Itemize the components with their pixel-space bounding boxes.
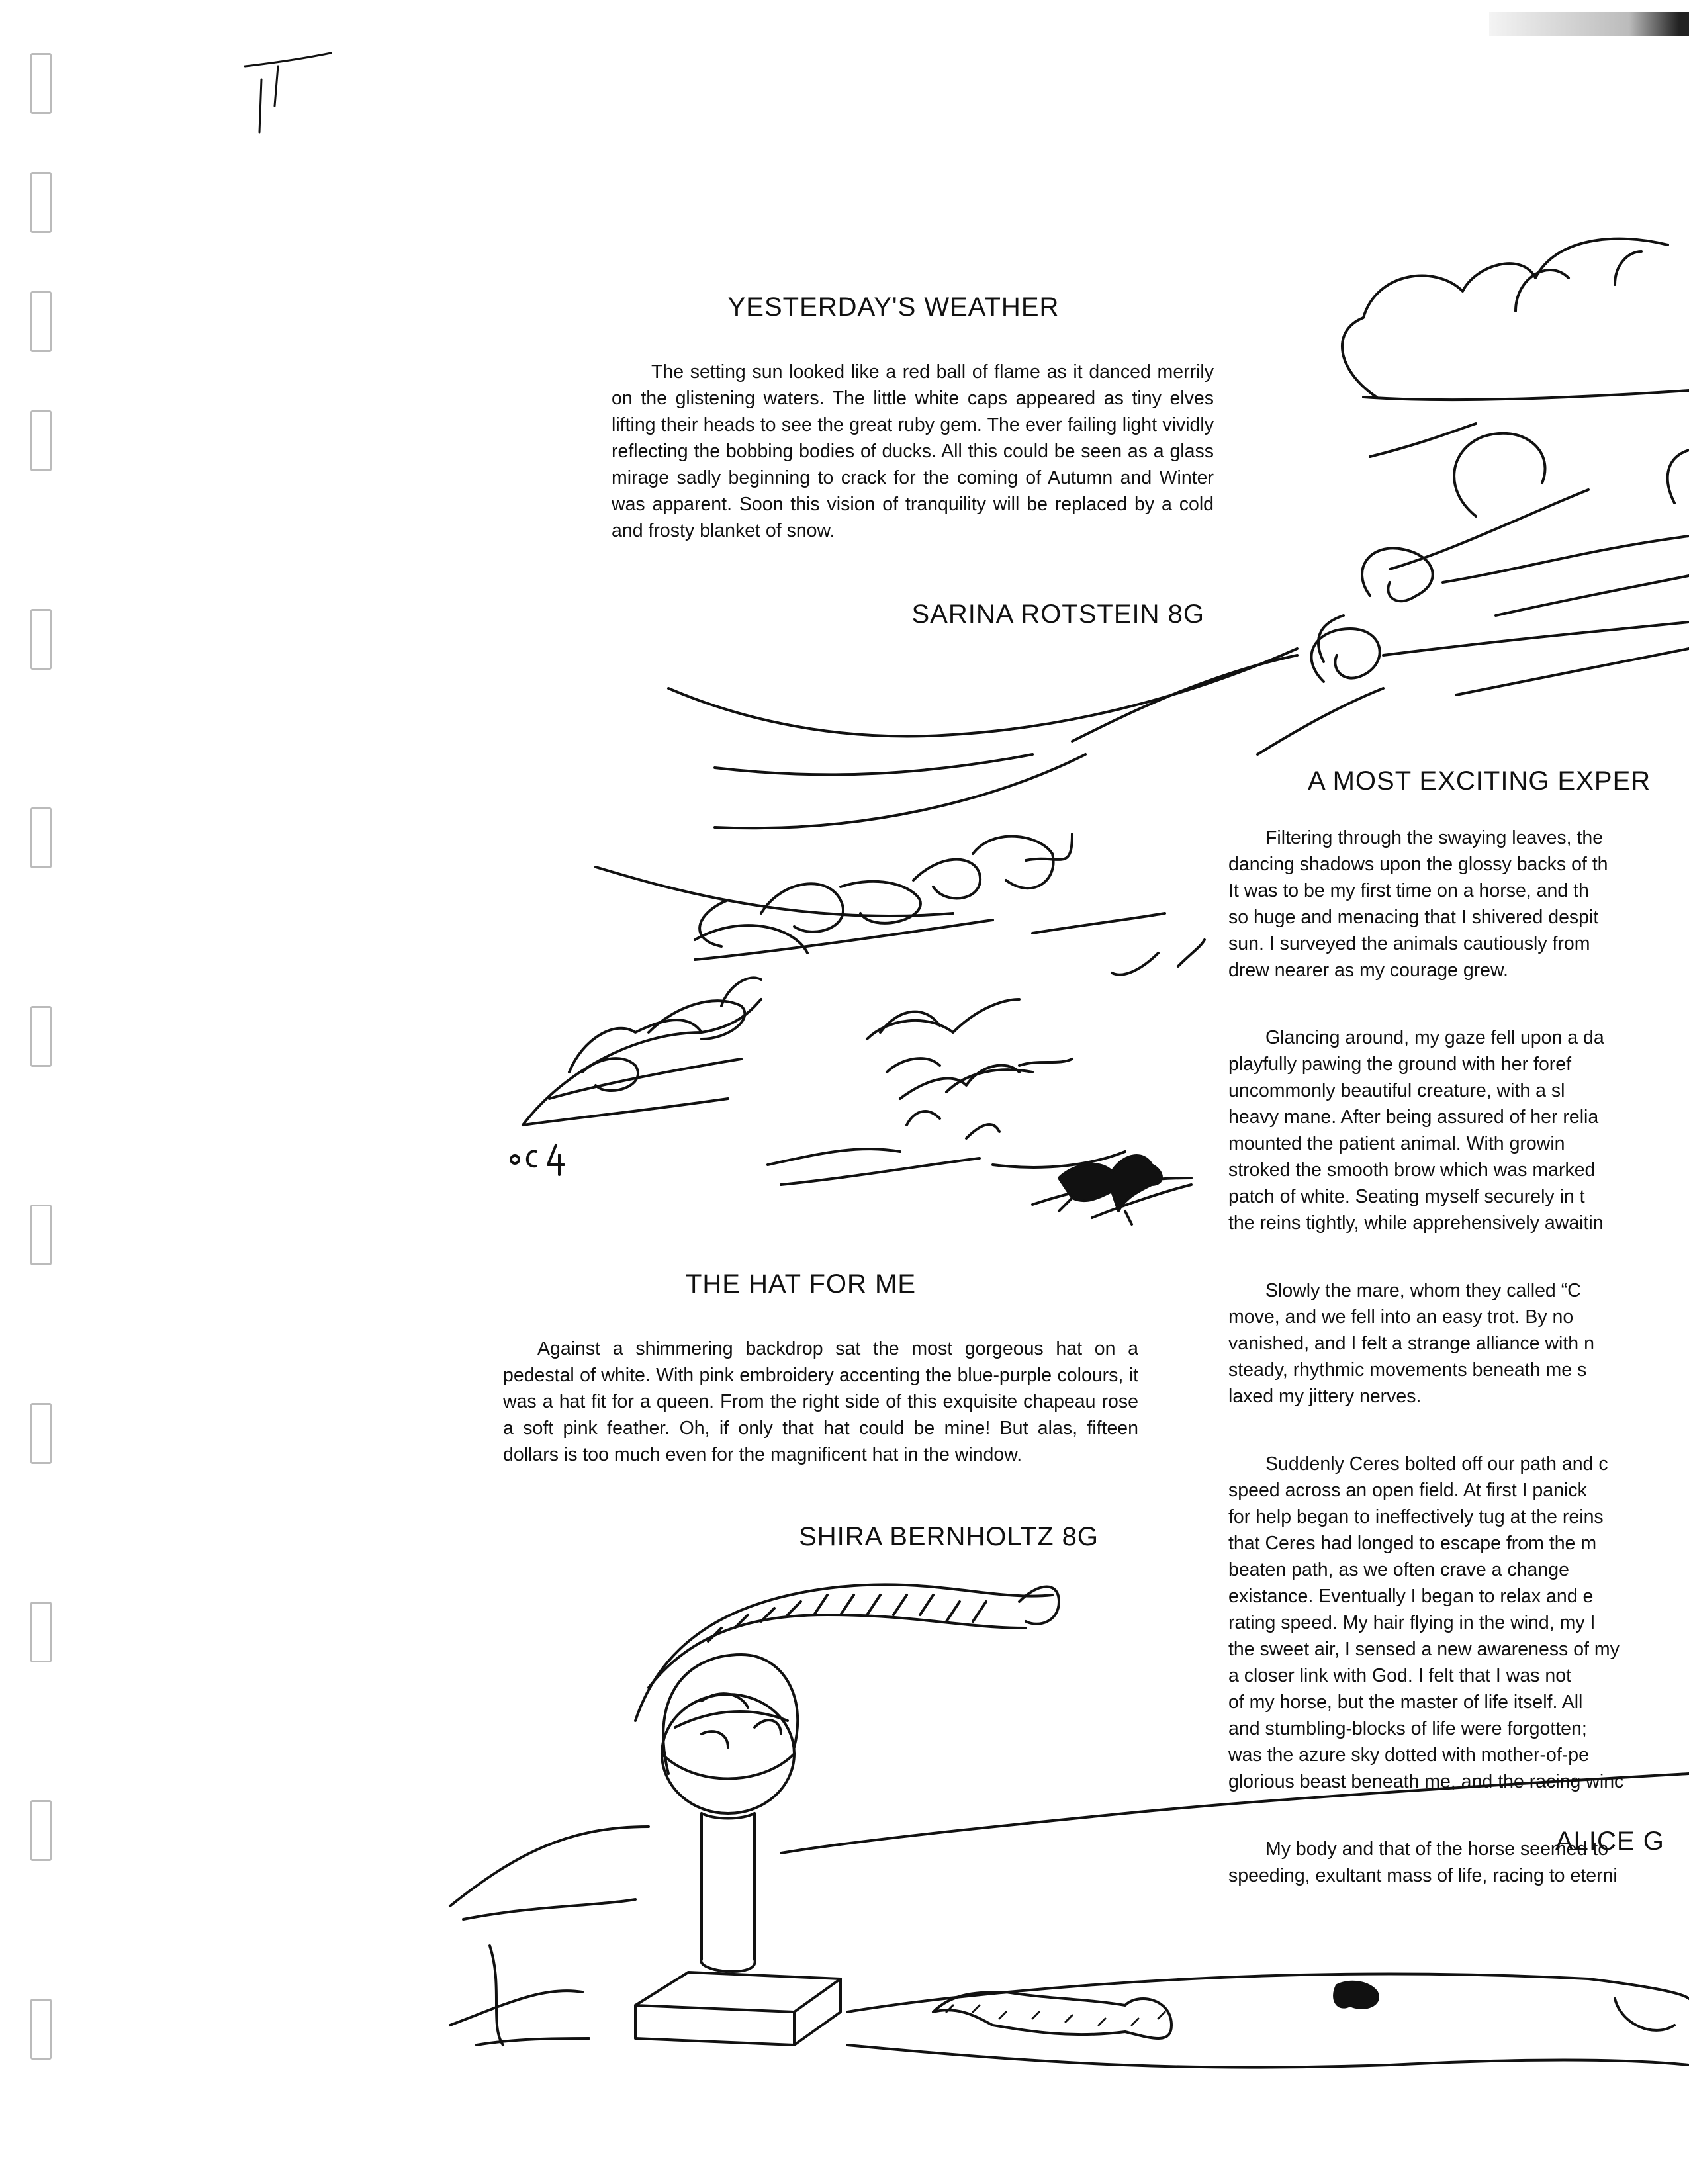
- text-line: mounted the patient animal. With growin: [1228, 1133, 1565, 1154]
- hat-on-pedestal-drawing: [635, 1584, 1059, 2045]
- pen-scratch: [275, 66, 278, 106]
- text-line: It was to be my first time on a horse, and th: [1228, 880, 1589, 901]
- yesterdays-weather-text: The setting sun looked like a red ball of flame as it danced merrily on the glistening waters. The little white caps appeared as tiny elves lifting their heads to see the great ruby gem. The ever failing light vividly reflecting the bobbing bodies of ducks. All this could be seen as a glass mirage sadly beginning to crack for the coming of Autumn and Winter was apparent. Soon this vision of tranquility will be replaced by a cold and frosty blanket of snow.: [612, 361, 1214, 541]
- text-line: the reins tightly, while apprehensively awaitin: [1228, 1212, 1604, 1234]
- text-line: glorious beast beneath me, and the racing winc: [1228, 1771, 1624, 1792]
- flying-birds-drawing: [596, 649, 1297, 975]
- text-line: so huge and menacing that I shivered despit: [1228, 907, 1599, 928]
- text-line: stroked the smooth brow which was marked: [1228, 1160, 1596, 1181]
- text-line: Filtering through the swaying leaves, the: [1265, 827, 1604, 848]
- yesterdays-weather-byline: SARINA ROTSTEIN 8G: [911, 600, 1205, 629]
- hat-for-me-text: Against a shimmering backdrop sat the most gorgeous hat on a pedestal of white. With pink embroidery accenting the blue-purple colours, it was a hat fit for a queen. From the right side of this exquisite chapeau rose a soft pink feather. Oh, if only that hat could be mine! But alas, fifteen dollars is too much even for the magnificent hat in the window.: [503, 1338, 1138, 1465]
- most-exciting-paragraph: [1228, 1277, 1689, 1410]
- horse-riders-drawing: [523, 978, 1191, 1224]
- text-line: vanished, and I felt a strange alliance with n: [1228, 1333, 1594, 1354]
- text-line: sun. I surveyed the animals cautiously from: [1228, 933, 1590, 954]
- most-exciting-paragraph: [1228, 1451, 1689, 1795]
- text-line: dancing shadows upon the glossy backs of th: [1228, 854, 1608, 875]
- most-exciting-text: [1228, 825, 1689, 1915]
- text-line: playfully pawing the ground with her foref: [1228, 1054, 1572, 1075]
- text-line: was the azure sky dotted with mother-of-pe: [1228, 1745, 1589, 1766]
- text-line: and stumbling-blocks of life were forgotten;: [1228, 1718, 1587, 1739]
- text-line: rating speed. My hair flying in the wind, my I: [1228, 1612, 1596, 1633]
- artist-signature: [511, 1145, 564, 1175]
- text-line: beaten path, as we often crave a change: [1228, 1559, 1569, 1580]
- text-line: existance. Eventually I began to relax and e: [1228, 1586, 1594, 1607]
- pen-scratch: [259, 79, 261, 132]
- text-line: the sweet air, I sensed a new awareness of my: [1228, 1639, 1620, 1660]
- text-line: patch of white. Seating myself securely in t: [1228, 1186, 1585, 1207]
- text-line: Suddenly Ceres bolted off our path and c: [1265, 1453, 1608, 1475]
- text-line: laxed my jittery nerves.: [1228, 1386, 1422, 1407]
- hat-for-me-byline: SHIRA BERNHOLTZ 8G: [799, 1522, 1099, 1551]
- text-line: of my horse, but the master of life itself. All: [1228, 1692, 1583, 1713]
- text-line: drew nearer as my courage grew.: [1228, 960, 1508, 981]
- text-line: speeding, exultant mass of life, racing to eterni: [1228, 1865, 1618, 1886]
- pen-scratch: [245, 53, 331, 66]
- most-exciting-paragraph: [1228, 1024, 1689, 1236]
- most-exciting-paragraph: [1228, 825, 1689, 983]
- most-exciting-title: A MOST EXCITING EXPER: [1308, 766, 1651, 796]
- hat-for-me-title: THE HAT FOR ME: [685, 1269, 917, 1298]
- text-line: for help began to ineffectively tug at the reins: [1228, 1506, 1604, 1527]
- yesterdays-weather-title: YESTERDAY'S WEATHER: [727, 293, 1060, 322]
- text-line: Slowly the mare, whom they called “C: [1265, 1280, 1581, 1301]
- text-line: My body and that of the horse seemed to: [1265, 1839, 1609, 1860]
- most-exciting-byline: ALICE G: [1555, 1827, 1665, 1856]
- text-line: uncommonly beautiful creature, with a sl: [1228, 1080, 1565, 1101]
- text-line: steady, rhythmic movements beneath me s: [1228, 1359, 1587, 1381]
- text-line: speed across an open field. At first I panick: [1228, 1480, 1587, 1501]
- text-line: heavy mane. After being assured of her relia: [1228, 1107, 1599, 1128]
- wind-clouds-drawing: [1257, 239, 1689, 754]
- text-line: move, and we fell into an easy trot. By no: [1228, 1306, 1574, 1328]
- text-line: Glancing around, my gaze fell upon a da: [1265, 1027, 1604, 1048]
- text-line: a closer link with God. I felt that I was not: [1228, 1665, 1571, 1686]
- text-line: that Ceres had longed to escape from the m: [1228, 1533, 1597, 1554]
